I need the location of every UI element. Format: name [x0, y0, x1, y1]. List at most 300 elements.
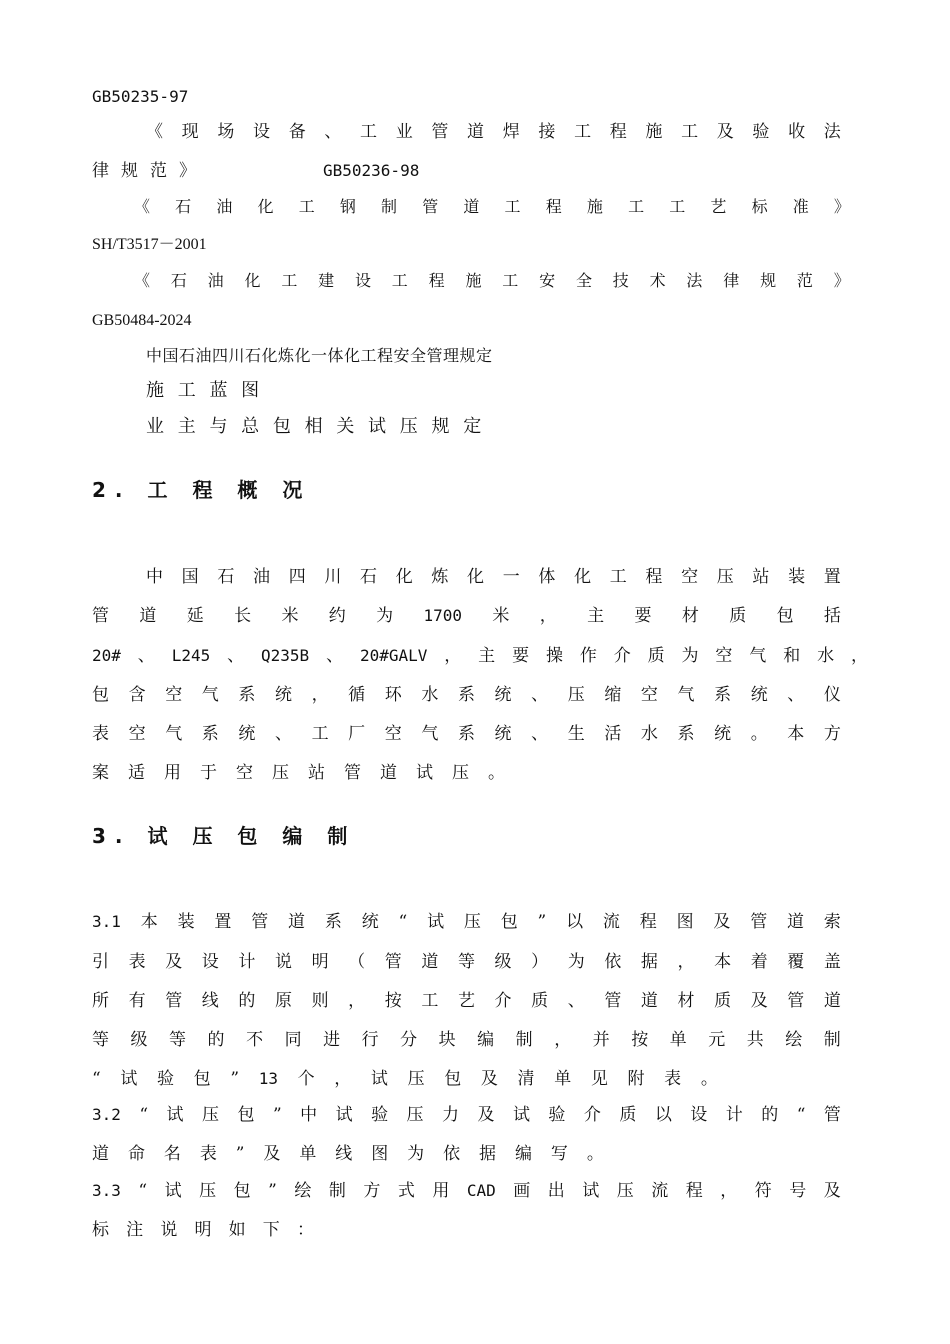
text-glyph: 清 [517, 1069, 535, 1089]
text-glyph: 管 [787, 991, 805, 1011]
text-glyph: 等 [457, 952, 475, 972]
text-glyph: 延 [186, 606, 204, 626]
text-glyph: 及 [263, 1144, 281, 1164]
text-glyph: 道 [823, 991, 841, 1011]
text-glyph: 说 [274, 952, 292, 972]
text-glyph: 括 [823, 606, 841, 626]
text-glyph: 中 [146, 567, 163, 587]
text-glyph: 试 [335, 1105, 353, 1125]
text-glyph: 则 [311, 991, 329, 1011]
text-glyph: 质 [714, 991, 732, 1011]
text-glyph: 管 [604, 991, 622, 1011]
text-glyph: 如 [228, 1220, 246, 1240]
text-glyph: 为 [407, 1144, 425, 1164]
text-glyph: 气 [677, 685, 695, 705]
text-glyph: 据 [479, 1144, 497, 1164]
text-glyph: 单 [299, 1144, 317, 1164]
text-glyph: 空 [165, 685, 183, 705]
text-glyph: 程 [639, 912, 657, 932]
text-glyph: ” [230, 1069, 240, 1089]
text-glyph: 图 [371, 1144, 389, 1164]
text-glyph: 块 [438, 1030, 456, 1050]
text-glyph: 质 [531, 991, 549, 1011]
section-3-2-line2 [92, 1143, 604, 1165]
section-2-paragraph-line3 [92, 645, 868, 667]
text-glyph: 工 [502, 271, 519, 290]
text-glyph: 引 [92, 952, 109, 972]
text-glyph: “ [138, 1181, 148, 1201]
text-glyph: 道 [467, 122, 485, 142]
text-glyph: 工 [298, 197, 315, 216]
text-glyph: 石 [360, 567, 378, 587]
text-glyph: 管 [92, 606, 109, 626]
text-glyph: 仪 [823, 685, 841, 705]
text-glyph: 1700 [423, 606, 463, 625]
text-glyph: 分 [400, 1030, 418, 1050]
text-glyph: 个 [297, 1069, 315, 1089]
text-glyph: ： [296, 1220, 314, 1240]
text-glyph: 为 [376, 606, 394, 626]
text-glyph: 、 [274, 724, 292, 744]
text-glyph: 要 [634, 606, 652, 626]
text-glyph: 系 [201, 724, 219, 744]
text-glyph: 化 [244, 271, 261, 290]
text-glyph: 法 [686, 271, 703, 290]
text-glyph: 说 [160, 1220, 178, 1240]
text-glyph: 水 [817, 646, 835, 666]
text-glyph: 包 [237, 1105, 255, 1125]
text-glyph: 设 [201, 952, 219, 972]
text-glyph: 制 [381, 197, 398, 216]
text-glyph: 工 [574, 122, 592, 142]
text-glyph: 质 [729, 606, 747, 626]
text-glyph: 气 [201, 685, 219, 705]
text-glyph: 压 [202, 1105, 220, 1125]
text-glyph: 及 [750, 991, 768, 1011]
text-glyph: ， [444, 646, 462, 666]
text-glyph: 试 [427, 912, 445, 932]
text-glyph: 工 [628, 197, 645, 216]
text-glyph: 号 [789, 1181, 807, 1201]
text-glyph: 技 [612, 271, 629, 290]
text-glyph: 接 [538, 122, 556, 142]
text-glyph: 道 [139, 606, 157, 626]
text-glyph: 3.3 [92, 1181, 121, 1200]
text-glyph: 图 [676, 912, 694, 932]
text-glyph: 管 [384, 952, 402, 972]
text-glyph: ” [268, 1181, 277, 1201]
text-glyph: 级 [130, 1030, 148, 1050]
text-glyph: 验 [371, 1105, 389, 1125]
section-3-1-line3 [92, 990, 841, 1012]
text-glyph: 施 [645, 122, 663, 142]
text-glyph: 油 [216, 197, 233, 216]
text-glyph: 工 [504, 197, 521, 216]
text-glyph: 水 [421, 685, 439, 705]
text-glyph: 以 [566, 912, 584, 932]
text-glyph: 试 [582, 1181, 600, 1201]
text-glyph: 及 [713, 912, 731, 932]
text-glyph: 厂 [348, 724, 366, 744]
text-glyph: 化 [467, 567, 485, 587]
text-glyph: 气 [421, 724, 439, 744]
text-glyph: 化 [574, 567, 592, 587]
text-glyph: 的 [207, 1030, 225, 1050]
text-glyph: 油 [253, 567, 271, 587]
text-glyph: 活 [604, 724, 622, 744]
text-glyph: 系 [238, 685, 256, 705]
text-glyph: 《 [146, 122, 163, 142]
section-2-paragraph-line2 [92, 605, 841, 627]
text-glyph: 系 [457, 685, 475, 705]
text-glyph: ” [537, 912, 547, 932]
text-glyph: 3.1 [92, 912, 121, 931]
text-glyph: 压 [616, 1181, 634, 1201]
text-glyph: 操 [545, 646, 563, 666]
text-glyph: 试 [512, 1105, 530, 1125]
text-glyph: 程 [685, 1181, 703, 1201]
text-glyph: 备 [288, 122, 306, 142]
text-glyph: 。 [750, 724, 768, 744]
text-glyph: 见 [590, 1069, 608, 1089]
text-glyph: （ [348, 952, 366, 972]
text-glyph: 式 [397, 1181, 415, 1201]
text-glyph: 进 [323, 1030, 341, 1050]
text-glyph: 全 [575, 271, 592, 290]
text-glyph: 计 [238, 952, 256, 972]
text-glyph: 站 [752, 567, 770, 587]
text-glyph: 索 [823, 912, 841, 932]
text-glyph: 缩 [604, 685, 622, 705]
text-glyph: 置 [823, 567, 841, 587]
text-glyph: ” [272, 1105, 282, 1125]
text-glyph: 约 [328, 606, 346, 626]
text-glyph: 包 [776, 606, 794, 626]
text-glyph: 钢 [339, 197, 356, 216]
text-glyph: 、 [137, 646, 155, 666]
text-glyph: 、 [531, 724, 549, 744]
text-glyph: 线 [201, 991, 219, 1011]
text-glyph: 工 [681, 122, 699, 142]
text-glyph: 等 [92, 1030, 109, 1050]
text-glyph: 道 [92, 1144, 109, 1164]
text-glyph: ， [334, 1069, 352, 1089]
text-glyph: 及 [165, 952, 183, 972]
section-3-3-line1 [92, 1180, 841, 1202]
text-glyph: ， [850, 646, 868, 666]
text-glyph: 含 [128, 685, 146, 705]
text-glyph: 材 [681, 606, 699, 626]
text-glyph: 四 [288, 567, 306, 587]
text-glyph: 工 [609, 567, 627, 587]
text-glyph: L245 [171, 646, 211, 665]
text-glyph: 工 [311, 724, 329, 744]
text-glyph: 方 [363, 1181, 381, 1201]
text-glyph: 石 [175, 197, 192, 216]
text-glyph: 计 [725, 1105, 743, 1125]
text-glyph: 收 [788, 122, 806, 142]
text-glyph: 空 [128, 724, 146, 744]
text-glyph: 道 [421, 952, 439, 972]
text-glyph: 包 [193, 1069, 211, 1089]
text-glyph: 试 [166, 1105, 184, 1125]
text-glyph: 空 [715, 646, 733, 666]
text-glyph: 试 [370, 1069, 388, 1089]
text-glyph: 本 [787, 724, 805, 744]
text-glyph: 介 [583, 1105, 601, 1125]
text-glyph: 设 [354, 271, 371, 290]
text-glyph: 道 [787, 912, 805, 932]
text-glyph: 程 [545, 197, 562, 216]
text-glyph: 系 [324, 912, 342, 932]
text-glyph: 现 [181, 122, 199, 142]
text-glyph: 装 [788, 567, 806, 587]
text-glyph: 道 [288, 912, 306, 932]
text-glyph: 术 [649, 271, 666, 290]
text-glyph: 气 [165, 724, 183, 744]
text-glyph: 绘 [785, 1030, 803, 1050]
text-glyph: 单 [669, 1030, 687, 1050]
text-glyph: 压 [463, 912, 481, 932]
text-glyph: “ [139, 1105, 149, 1125]
text-glyph: 设 [690, 1105, 708, 1125]
standard-code-gb50236: GB50236-98 [323, 161, 420, 180]
text-glyph: 20#GALV [359, 646, 428, 665]
text-glyph: 范 [796, 271, 813, 290]
section-3-1-line1 [92, 911, 841, 933]
text-glyph: ” [235, 1144, 245, 1164]
text-glyph: 盖 [823, 952, 841, 972]
text-glyph: 并 [592, 1030, 610, 1050]
text-glyph: 制 [823, 1030, 841, 1050]
text-glyph: 空 [681, 567, 699, 587]
text-glyph: 工 [360, 122, 378, 142]
text-glyph: 统 [714, 724, 732, 744]
text-glyph: 施 [586, 197, 603, 216]
text-glyph: 依 [443, 1144, 461, 1164]
section-3-2-line1 [92, 1104, 841, 1126]
text-glyph: 编 [477, 1030, 495, 1050]
text-glyph: 质 [619, 1105, 637, 1125]
text-glyph: 》 [833, 271, 850, 290]
text-glyph: 空 [640, 685, 658, 705]
text-glyph: 及 [823, 1181, 841, 1201]
text-glyph: 包 [233, 1181, 251, 1201]
text-glyph: 的 [238, 991, 256, 1011]
text-glyph: 明 [194, 1220, 212, 1240]
text-glyph: 覆 [787, 952, 805, 972]
standard-code-sht3517: SH/T3517－2001 [92, 236, 207, 253]
text-glyph: 艺 [457, 991, 475, 1011]
text-glyph: 米 [281, 606, 299, 626]
text-glyph: 道 [463, 197, 480, 216]
text-glyph: Q235B [261, 646, 310, 665]
section-2-paragraph-line1 [146, 566, 841, 588]
text-glyph: 统 [750, 685, 768, 705]
text-glyph: 下 [262, 1220, 280, 1240]
text-glyph: 验 [157, 1069, 175, 1089]
text-glyph: CAD [466, 1181, 496, 1200]
text-glyph: 表 [128, 952, 146, 972]
section-3-3-line2 [92, 1219, 314, 1241]
text-glyph: 压 [407, 1069, 425, 1089]
text-glyph: 依 [604, 952, 622, 972]
text-glyph: 、 [531, 685, 549, 705]
section-3-1-line5 [92, 1068, 718, 1090]
text-glyph: 规 [760, 271, 777, 290]
text-glyph: 程 [428, 271, 445, 290]
text-glyph: 水 [640, 724, 658, 744]
text-glyph: 线 [335, 1144, 353, 1164]
text-glyph: 化 [257, 197, 274, 216]
text-glyph: 及 [480, 1069, 498, 1089]
text-glyph: 用 [432, 1181, 450, 1201]
text-glyph: 系 [677, 724, 695, 744]
text-glyph: 以 [654, 1105, 672, 1125]
text-glyph: 设 [253, 122, 271, 142]
text-glyph: 中 [300, 1105, 318, 1125]
text-glyph: 国 [181, 567, 199, 587]
text-glyph: 、 [227, 646, 245, 666]
text-glyph: ） [531, 952, 549, 972]
text-glyph: 、 [787, 685, 805, 705]
text-glyph: “ [92, 1069, 101, 1089]
text-glyph: 表 [664, 1069, 682, 1089]
text-glyph: 和 [783, 646, 801, 666]
section-3-1-line2 [92, 951, 841, 973]
text-glyph: 的 [761, 1105, 779, 1125]
text-glyph: 场 [217, 122, 235, 142]
text-glyph: 等 [169, 1030, 187, 1050]
text-glyph: 程 [609, 122, 627, 142]
text-glyph: 工 [391, 271, 408, 290]
text-glyph: 川 [324, 567, 342, 587]
text-glyph: 空 [384, 724, 402, 744]
text-glyph: 工 [421, 991, 439, 1011]
text-glyph: 标 [92, 1220, 109, 1240]
text-glyph: 明 [311, 952, 329, 972]
text-glyph: 安 [539, 271, 556, 290]
text-glyph: 一 [502, 567, 520, 587]
text-glyph: 力 [442, 1105, 459, 1125]
text-glyph: 程 [645, 567, 663, 587]
petro-pipe-standard-title [134, 196, 850, 218]
text-glyph: 单 [554, 1069, 572, 1089]
text-glyph: 体 [538, 567, 556, 587]
text-glyph: 》 [833, 197, 850, 216]
owner-contractor-test-rules: 业 主 与 总 包 相 关 试 压 规 定 [146, 416, 486, 437]
text-glyph: 20# [92, 646, 121, 665]
text-glyph: 统 [494, 724, 512, 744]
text-glyph: 准 [792, 197, 809, 216]
text-glyph: 。 [586, 1144, 604, 1164]
section-3-1-line4 [92, 1029, 841, 1051]
text-glyph: 画 [513, 1181, 531, 1201]
section-2-paragraph-line6: 案适用于空压站管道试压。 [92, 763, 524, 783]
text-glyph: 注 [126, 1220, 144, 1240]
text-glyph: 不 [246, 1030, 264, 1050]
text-glyph: 材 [677, 991, 695, 1011]
text-glyph: 压 [406, 1105, 424, 1125]
text-glyph: ， [311, 685, 329, 705]
section-2-paragraph-line5 [92, 723, 841, 745]
text-glyph: 米 [492, 606, 510, 626]
text-glyph: 3.2 [92, 1105, 121, 1124]
text-glyph: 建 [318, 271, 335, 290]
text-glyph: 油 [207, 271, 224, 290]
text-glyph: 长 [234, 606, 252, 626]
text-glyph: 绘 [294, 1181, 312, 1201]
text-glyph: 原 [274, 991, 292, 1011]
text-glyph: 主 [478, 646, 496, 666]
text-glyph: 质 [647, 646, 665, 666]
text-glyph: 行 [361, 1030, 379, 1050]
text-glyph: ， [554, 1030, 572, 1050]
text-glyph: 为 [567, 952, 585, 972]
text-glyph: 循 [348, 685, 366, 705]
text-glyph: 标 [751, 197, 768, 216]
text-glyph: 统 [238, 724, 256, 744]
text-glyph: “ [398, 912, 408, 932]
text-glyph: 包 [444, 1069, 462, 1089]
text-glyph: 元 [708, 1030, 726, 1050]
text-glyph: 置 [214, 912, 232, 932]
text-glyph: 要 [512, 646, 530, 666]
text-glyph: 管 [422, 197, 439, 216]
text-glyph: 同 [284, 1030, 302, 1050]
standard-code-gb50235: GB50235-97 [92, 87, 189, 106]
text-glyph: 气 [749, 646, 767, 666]
text-glyph: 系 [714, 685, 732, 705]
text-glyph: 有 [128, 991, 146, 1011]
text-glyph: 试 [164, 1181, 182, 1201]
text-glyph: 按 [384, 991, 402, 1011]
text-glyph: 及 [716, 122, 734, 142]
text-glyph: 生 [567, 724, 585, 744]
text-glyph: 装 [177, 912, 195, 932]
section-2-paragraph-line4 [92, 684, 841, 706]
text-glyph: 所 [92, 991, 109, 1011]
petro-safety-standard-title [134, 270, 850, 292]
text-glyph: 、 [326, 646, 344, 666]
text-glyph: 介 [613, 646, 631, 666]
text-glyph: 环 [384, 685, 402, 705]
text-glyph: 管 [431, 122, 449, 142]
text-glyph: 命 [127, 1144, 145, 1164]
text-glyph: 管 [165, 991, 183, 1011]
text-glyph: 出 [547, 1181, 565, 1201]
text-glyph: 管 [823, 1105, 841, 1125]
construction-blueprint: 施 工 蓝 图 [146, 380, 264, 401]
text-glyph: 道 [640, 991, 658, 1011]
text-glyph: 管 [750, 912, 768, 932]
text-glyph: 流 [651, 1181, 669, 1201]
text-glyph: 验 [548, 1105, 566, 1125]
text-glyph: 流 [602, 912, 620, 932]
text-glyph: 包 [92, 685, 109, 705]
text-glyph: 统 [274, 685, 292, 705]
text-glyph: 附 [627, 1069, 645, 1089]
text-glyph: 工 [669, 197, 686, 216]
text-glyph: 炼 [431, 567, 449, 587]
text-glyph: 管 [251, 912, 269, 932]
text-glyph: 介 [494, 991, 512, 1011]
text-glyph: 编 [514, 1144, 532, 1164]
text-glyph: 及 [477, 1105, 495, 1125]
text-glyph: 为 [681, 646, 699, 666]
text-glyph: 压 [716, 567, 734, 587]
text-glyph: 据 [640, 952, 658, 972]
